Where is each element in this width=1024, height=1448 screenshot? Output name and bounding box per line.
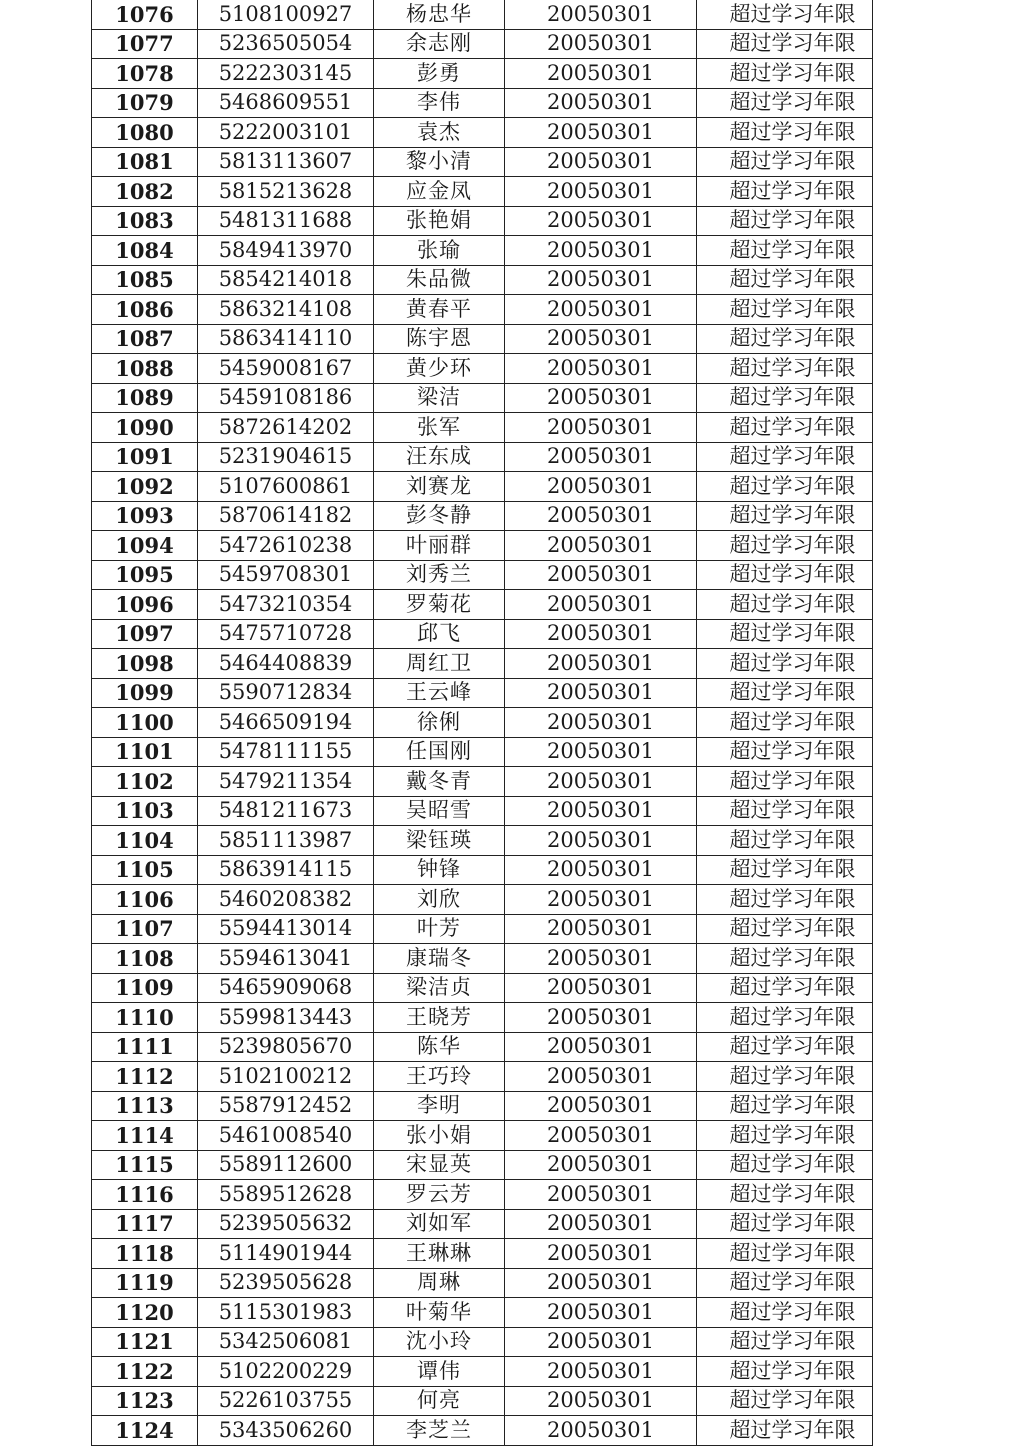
sequence-number-cell: 1095 — [92, 560, 198, 590]
student-id-cell: 5478111155 — [198, 737, 374, 767]
student-name-cell: 梁洁贞 — [374, 973, 505, 1003]
student-name-cell: 王巧玲 — [374, 1062, 505, 1092]
reason-cell: 超过学习年限 — [697, 1386, 873, 1416]
reason-cell: 超过学习年限 — [697, 619, 873, 649]
student-id-cell: 5342506081 — [198, 1327, 374, 1357]
reason-cell: 超过学习年限 — [697, 796, 873, 826]
sequence-number-cell: 1116 — [92, 1180, 198, 1210]
student-name-cell: 陈华 — [374, 1032, 505, 1062]
sequence-number-cell: 1082 — [92, 177, 198, 207]
table-row — [92, 383, 873, 413]
sequence-number-cell: 1099 — [92, 678, 198, 708]
date-cell: 20050301 — [505, 1298, 697, 1328]
sequence-number-cell: 1089 — [92, 383, 198, 413]
date-cell: 20050301 — [505, 560, 697, 590]
student-id-cell: 5587912452 — [198, 1091, 374, 1121]
student-name-cell: 任国刚 — [374, 737, 505, 767]
date-cell: 20050301 — [505, 1150, 697, 1180]
student-name-cell: 杨忠华 — [374, 0, 505, 29]
student-name-cell: 叶芳 — [374, 914, 505, 944]
student-id-cell: 5102200229 — [198, 1357, 374, 1387]
student-name-cell: 钟锋 — [374, 855, 505, 885]
date-cell: 20050301 — [505, 1357, 697, 1387]
reason-cell: 超过学习年限 — [697, 826, 873, 856]
student-id-cell: 5222303145 — [198, 59, 374, 89]
reason-cell: 超过学习年限 — [697, 413, 873, 443]
sequence-number-cell: 1119 — [92, 1268, 198, 1298]
sequence-number-cell: 1112 — [92, 1062, 198, 1092]
reason-cell: 超过学习年限 — [697, 1209, 873, 1239]
date-cell: 20050301 — [505, 1386, 697, 1416]
table-row — [92, 1239, 873, 1269]
table-row — [92, 914, 873, 944]
table-row — [92, 531, 873, 561]
date-cell: 20050301 — [505, 1062, 697, 1092]
student-name-cell: 王晓芳 — [374, 1003, 505, 1033]
reason-cell: 超过学习年限 — [697, 1032, 873, 1062]
student-name-cell: 罗菊花 — [374, 590, 505, 620]
sequence-number-cell: 1117 — [92, 1209, 198, 1239]
date-cell: 20050301 — [505, 855, 697, 885]
student-name-cell: 黎小清 — [374, 147, 505, 177]
sequence-number-cell: 1104 — [92, 826, 198, 856]
table-row — [92, 1386, 873, 1416]
student-name-cell: 邱飞 — [374, 619, 505, 649]
sequence-number-cell: 1087 — [92, 324, 198, 354]
student-name-cell: 陈宇恩 — [374, 324, 505, 354]
reason-cell: 超过学习年限 — [697, 354, 873, 384]
student-id-cell: 5231904615 — [198, 442, 374, 472]
sequence-number-cell: 1106 — [92, 885, 198, 915]
date-cell: 20050301 — [505, 649, 697, 679]
table-row — [92, 1150, 873, 1180]
student-name-cell: 周红卫 — [374, 649, 505, 679]
table-row — [92, 708, 873, 738]
sequence-number-cell: 1124 — [92, 1416, 198, 1446]
student-id-cell: 5115301983 — [198, 1298, 374, 1328]
sequence-number-cell: 1098 — [92, 649, 198, 679]
table-row — [92, 413, 873, 443]
table-row — [92, 1209, 873, 1239]
date-cell: 20050301 — [505, 1268, 697, 1298]
table-row — [92, 177, 873, 207]
table-row — [92, 59, 873, 89]
reason-cell: 超过学习年限 — [697, 767, 873, 797]
date-cell: 20050301 — [505, 1032, 697, 1062]
table-row — [92, 29, 873, 59]
date-cell: 20050301 — [505, 59, 697, 89]
reason-cell: 超过学习年限 — [697, 678, 873, 708]
date-cell: 20050301 — [505, 737, 697, 767]
student-id-cell: 5813113607 — [198, 147, 374, 177]
sequence-number-cell: 1103 — [92, 796, 198, 826]
date-cell: 20050301 — [505, 973, 697, 1003]
table-body — [92, 0, 873, 1445]
sequence-number-cell: 1094 — [92, 531, 198, 561]
sequence-number-cell: 1083 — [92, 206, 198, 236]
table-row — [92, 354, 873, 384]
date-cell: 20050301 — [505, 295, 697, 325]
sequence-number-cell: 1079 — [92, 88, 198, 118]
student-id-cell: 5460208382 — [198, 885, 374, 915]
student-name-cell: 应金凤 — [374, 177, 505, 207]
reason-cell: 超过学习年限 — [697, 708, 873, 738]
student-name-cell: 何亮 — [374, 1386, 505, 1416]
table-row — [92, 236, 873, 266]
sequence-number-cell: 1111 — [92, 1032, 198, 1062]
sequence-number-cell: 1109 — [92, 973, 198, 1003]
reason-cell: 超过学习年限 — [697, 1062, 873, 1092]
date-cell: 20050301 — [505, 177, 697, 207]
student-id-cell: 5114901944 — [198, 1239, 374, 1269]
student-name-cell: 刘秀兰 — [374, 560, 505, 590]
table-row — [92, 678, 873, 708]
student-name-cell: 张艳娟 — [374, 206, 505, 236]
table-row — [92, 619, 873, 649]
reason-cell: 超过学习年限 — [697, 1298, 873, 1328]
table-row — [92, 1062, 873, 1092]
table-row — [92, 1327, 873, 1357]
table-row — [92, 1416, 873, 1446]
date-cell: 20050301 — [505, 236, 697, 266]
student-name-cell: 罗云芳 — [374, 1180, 505, 1210]
table-row — [92, 295, 873, 325]
student-name-cell: 谭伟 — [374, 1357, 505, 1387]
student-id-cell: 5468609551 — [198, 88, 374, 118]
reason-cell: 超过学习年限 — [697, 531, 873, 561]
student-id-cell: 5599813443 — [198, 1003, 374, 1033]
table-row — [92, 1032, 873, 1062]
student-id-cell: 5589512628 — [198, 1180, 374, 1210]
reason-cell: 超过学习年限 — [697, 1357, 873, 1387]
student-id-cell: 5343506260 — [198, 1416, 374, 1446]
student-id-cell: 5226103755 — [198, 1386, 374, 1416]
date-cell: 20050301 — [505, 501, 697, 531]
table-row — [92, 649, 873, 679]
reason-cell: 超过学习年限 — [697, 649, 873, 679]
table-row — [92, 1091, 873, 1121]
reason-cell: 超过学习年限 — [697, 885, 873, 915]
reason-cell: 超过学习年限 — [697, 1180, 873, 1210]
sequence-number-cell: 1090 — [92, 413, 198, 443]
reason-cell: 超过学习年限 — [697, 0, 873, 29]
reason-cell: 超过学习年限 — [697, 855, 873, 885]
reason-cell: 超过学习年限 — [697, 1416, 873, 1446]
date-cell: 20050301 — [505, 1003, 697, 1033]
student-name-cell: 宋显英 — [374, 1150, 505, 1180]
student-name-cell: 张小娟 — [374, 1121, 505, 1151]
table-row — [92, 206, 873, 236]
date-cell: 20050301 — [505, 1121, 697, 1151]
student-id-cell: 5465909068 — [198, 973, 374, 1003]
sequence-number-cell: 1080 — [92, 118, 198, 148]
date-cell: 20050301 — [505, 531, 697, 561]
sequence-number-cell: 1113 — [92, 1091, 198, 1121]
student-id-cell: 5481211673 — [198, 796, 374, 826]
sequence-number-cell: 1123 — [92, 1386, 198, 1416]
student-id-cell: 5473210354 — [198, 590, 374, 620]
reason-cell: 超过学习年限 — [697, 88, 873, 118]
date-cell: 20050301 — [505, 590, 697, 620]
student-name-cell: 康瑞冬 — [374, 944, 505, 974]
student-id-cell: 5594413014 — [198, 914, 374, 944]
student-id-cell: 5459708301 — [198, 560, 374, 590]
student-name-cell: 黄春平 — [374, 295, 505, 325]
sequence-number-cell: 1086 — [92, 295, 198, 325]
student-name-cell: 刘如军 — [374, 1209, 505, 1239]
date-cell: 20050301 — [505, 767, 697, 797]
reason-cell: 超过学习年限 — [697, 442, 873, 472]
table-row — [92, 560, 873, 590]
sequence-number-cell: 1102 — [92, 767, 198, 797]
student-id-cell: 5239505628 — [198, 1268, 374, 1298]
reason-cell: 超过学习年限 — [697, 1003, 873, 1033]
date-cell: 20050301 — [505, 678, 697, 708]
table-row — [92, 885, 873, 915]
table-row — [92, 147, 873, 177]
student-name-cell: 余志刚 — [374, 29, 505, 59]
student-name-cell: 徐俐 — [374, 708, 505, 738]
sequence-number-cell: 1097 — [92, 619, 198, 649]
table-row — [92, 1298, 873, 1328]
student-name-cell: 黄少环 — [374, 354, 505, 384]
sequence-number-cell: 1076 — [92, 0, 198, 29]
student-roster-table — [91, 0, 873, 1446]
student-name-cell: 刘赛龙 — [374, 472, 505, 502]
reason-cell: 超过学习年限 — [697, 1327, 873, 1357]
sequence-number-cell: 1114 — [92, 1121, 198, 1151]
reason-cell: 超过学习年限 — [697, 1150, 873, 1180]
student-name-cell: 张军 — [374, 413, 505, 443]
table-row — [92, 826, 873, 856]
reason-cell: 超过学习年限 — [697, 383, 873, 413]
reason-cell: 超过学习年限 — [697, 944, 873, 974]
sequence-number-cell: 1084 — [92, 236, 198, 266]
student-id-cell: 5863914115 — [198, 855, 374, 885]
date-cell: 20050301 — [505, 413, 697, 443]
table-row — [92, 442, 873, 472]
student-id-cell: 5863414110 — [198, 324, 374, 354]
sequence-number-cell: 1108 — [92, 944, 198, 974]
date-cell: 20050301 — [505, 1239, 697, 1269]
sequence-number-cell: 1101 — [92, 737, 198, 767]
student-name-cell: 李伟 — [374, 88, 505, 118]
student-name-cell: 彭冬静 — [374, 501, 505, 531]
student-name-cell: 朱品微 — [374, 265, 505, 295]
reason-cell: 超过学习年限 — [697, 560, 873, 590]
student-id-cell: 5479211354 — [198, 767, 374, 797]
table-row — [92, 472, 873, 502]
date-cell: 20050301 — [505, 1209, 697, 1239]
student-name-cell: 梁洁 — [374, 383, 505, 413]
reason-cell: 超过学习年限 — [697, 737, 873, 767]
reason-cell: 超过学习年限 — [697, 59, 873, 89]
student-id-cell: 5854214018 — [198, 265, 374, 295]
sequence-number-cell: 1096 — [92, 590, 198, 620]
student-name-cell: 戴冬青 — [374, 767, 505, 797]
sequence-number-cell: 1100 — [92, 708, 198, 738]
table-row — [92, 737, 873, 767]
table-row — [92, 265, 873, 295]
student-id-cell: 5815213628 — [198, 177, 374, 207]
student-name-cell: 彭勇 — [374, 59, 505, 89]
reason-cell: 超过学习年限 — [697, 265, 873, 295]
reason-cell: 超过学习年限 — [697, 29, 873, 59]
sequence-number-cell: 1081 — [92, 147, 198, 177]
table-row — [92, 855, 873, 885]
date-cell: 20050301 — [505, 619, 697, 649]
student-name-cell: 汪东成 — [374, 442, 505, 472]
student-name-cell: 王云峰 — [374, 678, 505, 708]
student-id-cell: 5239505632 — [198, 1209, 374, 1239]
sequence-number-cell: 1105 — [92, 855, 198, 885]
student-id-cell: 5863214108 — [198, 295, 374, 325]
table-row — [92, 973, 873, 1003]
date-cell: 20050301 — [505, 1180, 697, 1210]
date-cell: 20050301 — [505, 88, 697, 118]
sequence-number-cell: 1122 — [92, 1357, 198, 1387]
reason-cell: 超过学习年限 — [697, 1239, 873, 1269]
student-id-cell: 5239805670 — [198, 1032, 374, 1062]
date-cell: 20050301 — [505, 206, 697, 236]
reason-cell: 超过学习年限 — [697, 295, 873, 325]
date-cell: 20050301 — [505, 1416, 697, 1446]
reason-cell: 超过学习年限 — [697, 501, 873, 531]
table-row — [92, 796, 873, 826]
student-name-cell: 沈小玲 — [374, 1327, 505, 1357]
date-cell: 20050301 — [505, 383, 697, 413]
student-id-cell: 5849413970 — [198, 236, 374, 266]
date-cell: 20050301 — [505, 354, 697, 384]
student-id-cell: 5466509194 — [198, 708, 374, 738]
student-id-cell: 5102100212 — [198, 1062, 374, 1092]
reason-cell: 超过学习年限 — [697, 1121, 873, 1151]
date-cell: 20050301 — [505, 1091, 697, 1121]
date-cell: 20050301 — [505, 324, 697, 354]
reason-cell: 超过学习年限 — [697, 324, 873, 354]
student-name-cell: 叶丽群 — [374, 531, 505, 561]
date-cell: 20050301 — [505, 29, 697, 59]
student-name-cell: 刘欣 — [374, 885, 505, 915]
reason-cell: 超过学习年限 — [697, 236, 873, 266]
student-id-cell: 5236505054 — [198, 29, 374, 59]
student-name-cell: 李明 — [374, 1091, 505, 1121]
student-id-cell: 5872614202 — [198, 413, 374, 443]
table-row — [92, 1003, 873, 1033]
date-cell: 20050301 — [505, 0, 697, 29]
student-name-cell: 袁杰 — [374, 118, 505, 148]
sequence-number-cell: 1118 — [92, 1239, 198, 1269]
student-name-cell: 张瑜 — [374, 236, 505, 266]
reason-cell: 超过学习年限 — [697, 973, 873, 1003]
reason-cell: 超过学习年限 — [697, 177, 873, 207]
student-id-cell: 5464408839 — [198, 649, 374, 679]
reason-cell: 超过学习年限 — [697, 590, 873, 620]
reason-cell: 超过学习年限 — [697, 206, 873, 236]
sequence-number-cell: 1091 — [92, 442, 198, 472]
reason-cell: 超过学习年限 — [697, 914, 873, 944]
student-name-cell: 周琳 — [374, 1268, 505, 1298]
reason-cell: 超过学习年限 — [697, 147, 873, 177]
student-id-cell: 5222003101 — [198, 118, 374, 148]
sequence-number-cell: 1115 — [92, 1150, 198, 1180]
table-row — [92, 118, 873, 148]
student-name-cell: 王琳琳 — [374, 1239, 505, 1269]
date-cell: 20050301 — [505, 147, 697, 177]
sequence-number-cell: 1088 — [92, 354, 198, 384]
date-cell: 20050301 — [505, 796, 697, 826]
sequence-number-cell: 1092 — [92, 472, 198, 502]
student-id-cell: 5851113987 — [198, 826, 374, 856]
student-name-cell: 吴昭雪 — [374, 796, 505, 826]
table-row — [92, 1121, 873, 1151]
reason-cell: 超过学习年限 — [697, 1091, 873, 1121]
sequence-number-cell: 1107 — [92, 914, 198, 944]
sequence-number-cell: 1110 — [92, 1003, 198, 1033]
date-cell: 20050301 — [505, 1327, 697, 1357]
date-cell: 20050301 — [505, 442, 697, 472]
student-name-cell: 李芝兰 — [374, 1416, 505, 1446]
table-row — [92, 767, 873, 797]
table-row — [92, 324, 873, 354]
table-row — [92, 0, 873, 29]
sequence-number-cell: 1093 — [92, 501, 198, 531]
student-id-cell: 5107600861 — [198, 472, 374, 502]
sequence-number-cell: 1121 — [92, 1327, 198, 1357]
table-row — [92, 501, 873, 531]
reason-cell: 超过学习年限 — [697, 118, 873, 148]
sequence-number-cell: 1120 — [92, 1298, 198, 1328]
reason-cell: 超过学习年限 — [697, 472, 873, 502]
student-id-cell: 5870614182 — [198, 501, 374, 531]
reason-cell: 超过学习年限 — [697, 1268, 873, 1298]
date-cell: 20050301 — [505, 914, 697, 944]
table-row — [92, 1357, 873, 1387]
date-cell: 20050301 — [505, 944, 697, 974]
student-id-cell: 5461008540 — [198, 1121, 374, 1151]
student-id-cell: 5459108186 — [198, 383, 374, 413]
student-id-cell: 5594613041 — [198, 944, 374, 974]
student-id-cell: 5475710728 — [198, 619, 374, 649]
date-cell: 20050301 — [505, 265, 697, 295]
date-cell: 20050301 — [505, 708, 697, 738]
student-id-cell: 5108100927 — [198, 0, 374, 29]
table-row — [92, 590, 873, 620]
sequence-number-cell: 1085 — [92, 265, 198, 295]
student-name-cell: 叶菊华 — [374, 1298, 505, 1328]
student-id-cell: 5481311688 — [198, 206, 374, 236]
table-row — [92, 1180, 873, 1210]
student-id-cell: 5459008167 — [198, 354, 374, 384]
student-id-cell: 5589112600 — [198, 1150, 374, 1180]
date-cell: 20050301 — [505, 885, 697, 915]
date-cell: 20050301 — [505, 826, 697, 856]
date-cell: 20050301 — [505, 472, 697, 502]
sequence-number-cell: 1078 — [92, 59, 198, 89]
date-cell: 20050301 — [505, 118, 697, 148]
student-name-cell: 梁钰瑛 — [374, 826, 505, 856]
student-id-cell: 5590712834 — [198, 678, 374, 708]
table-row — [92, 944, 873, 974]
sequence-number-cell: 1077 — [92, 29, 198, 59]
student-id-cell: 5472610238 — [198, 531, 374, 561]
table-row — [92, 1268, 873, 1298]
table-row — [92, 88, 873, 118]
